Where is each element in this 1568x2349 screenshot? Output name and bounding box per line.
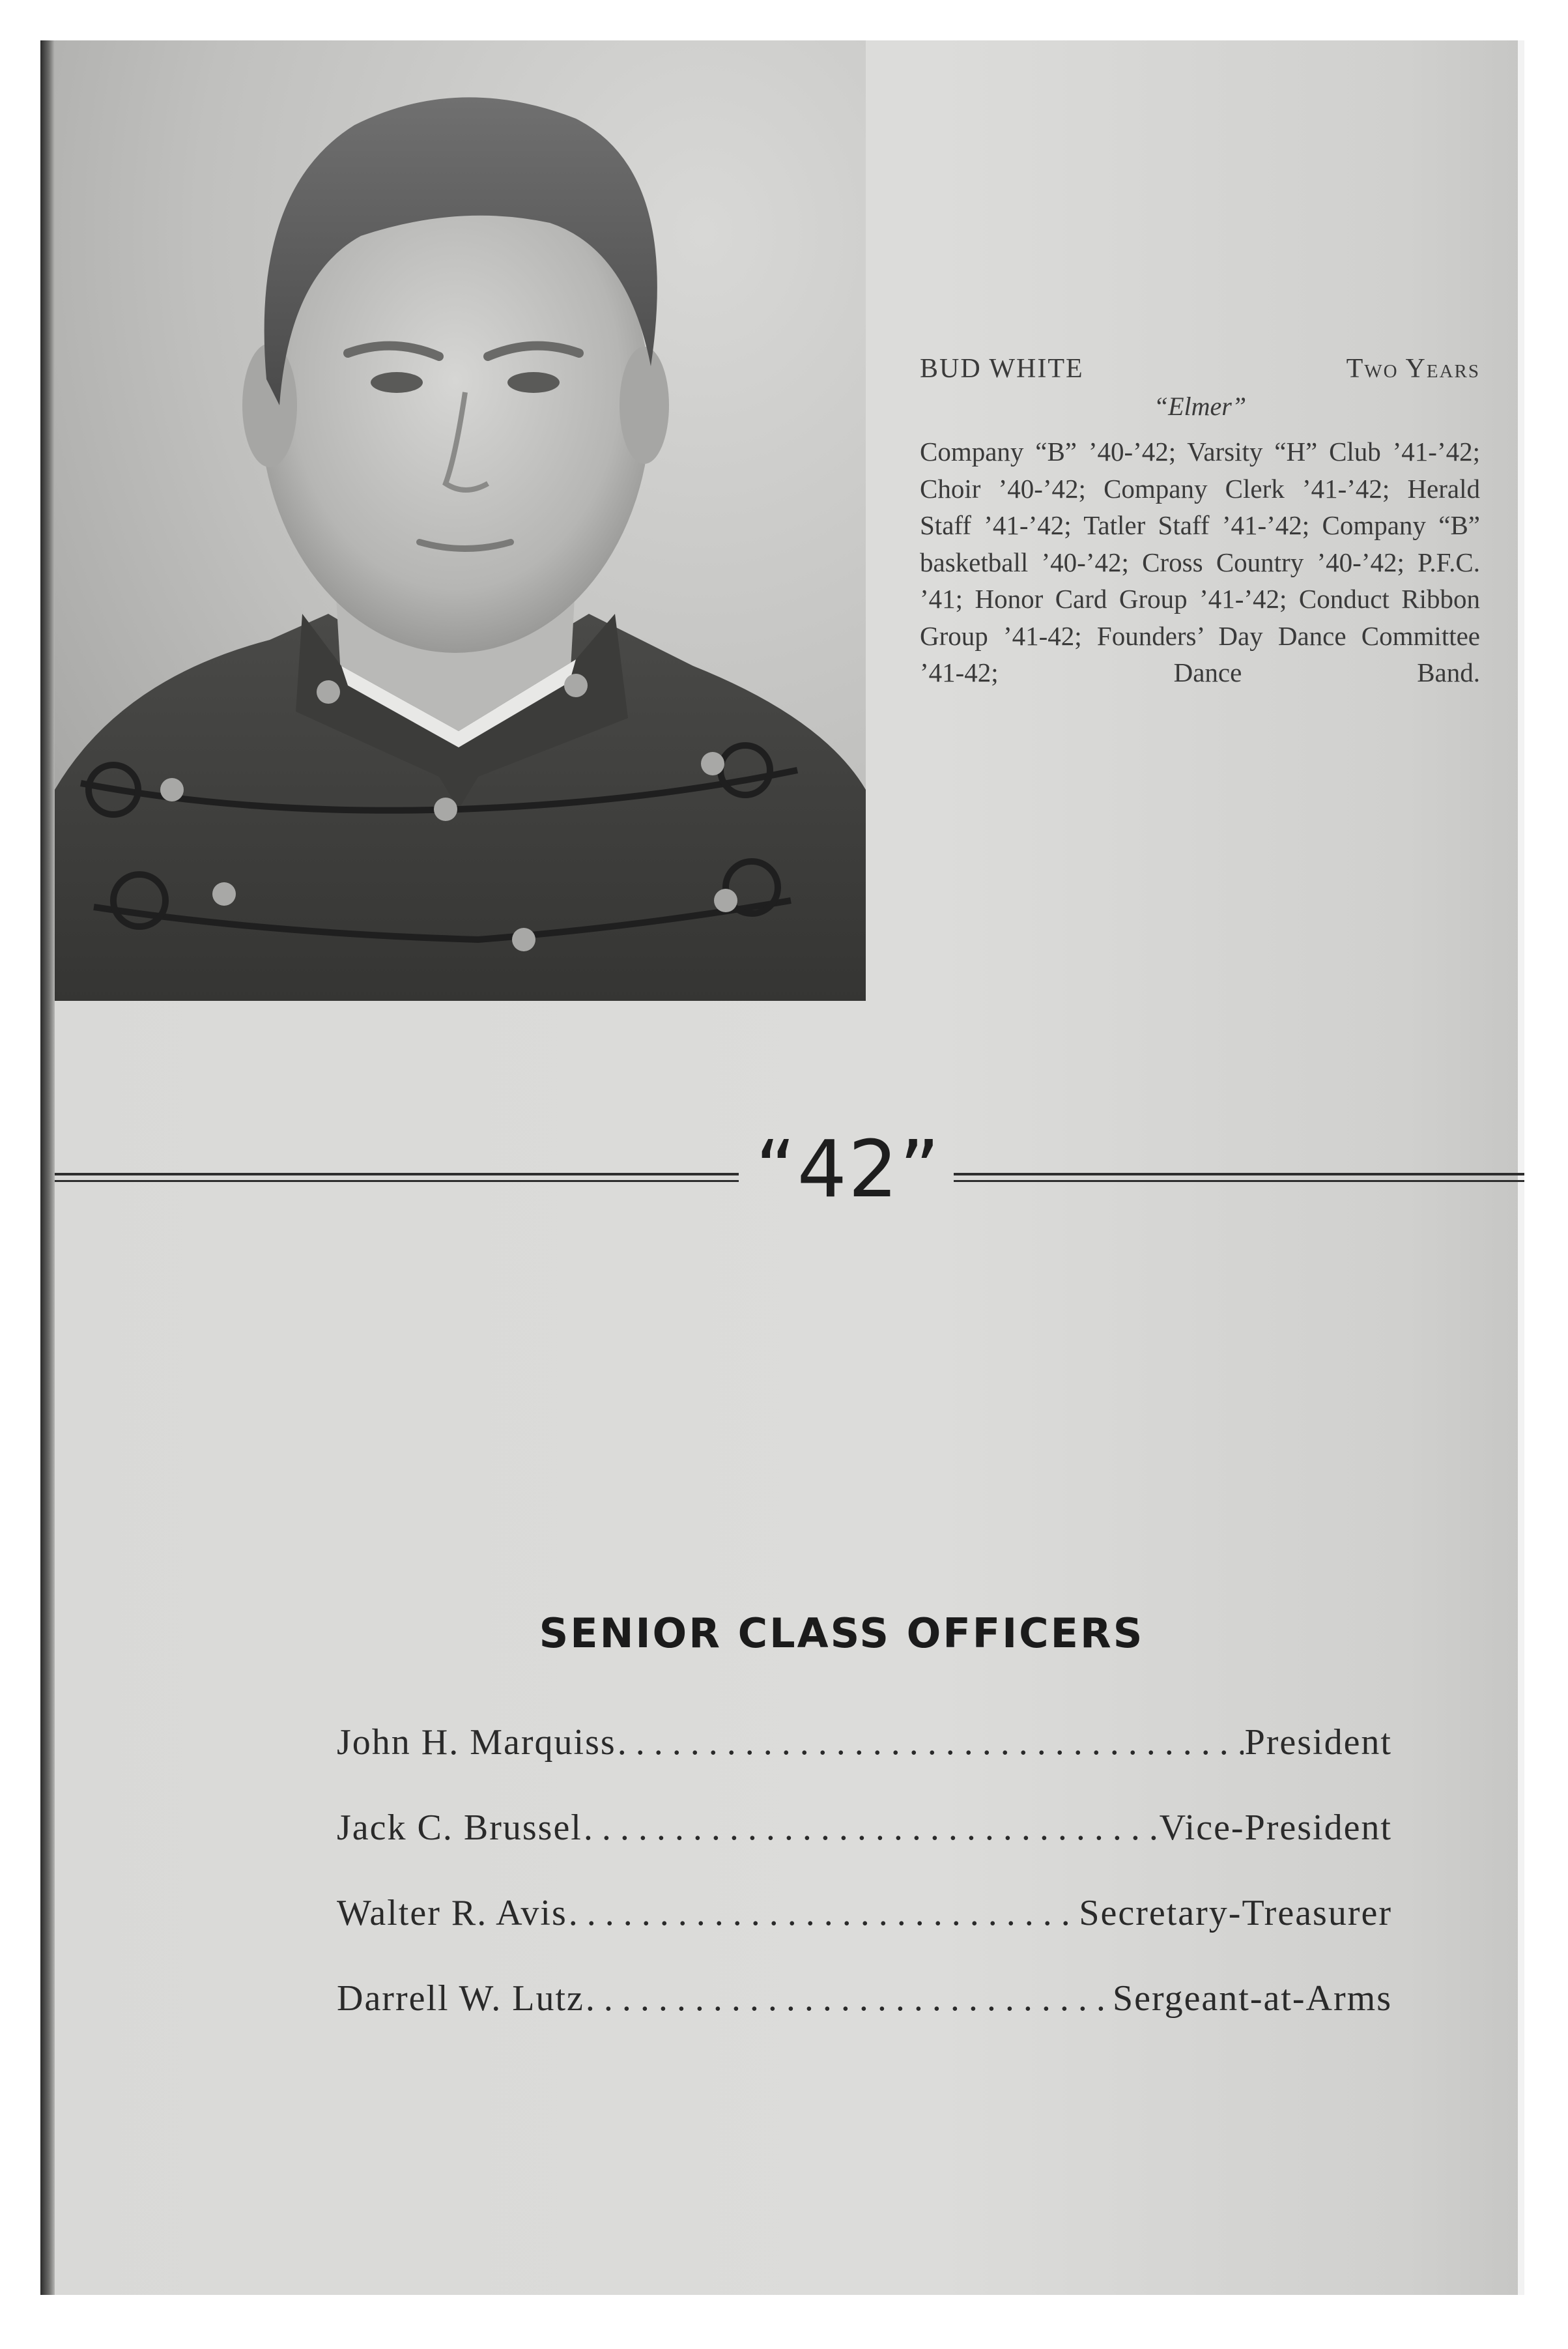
year-divider bbox=[40, 1125, 1524, 1215]
officer-role: President bbox=[1244, 1722, 1392, 1763]
officer-row bbox=[337, 1892, 1392, 1978]
bio-header bbox=[920, 353, 1480, 384]
officer-row bbox=[337, 1978, 1392, 2063]
cadet-bio bbox=[920, 353, 1480, 691]
officer-role: Secretary-Treasurer bbox=[1079, 1893, 1392, 1933]
cadet-nickname: “Elmer” bbox=[1153, 392, 1247, 421]
officer-name: Jack C. Brussel bbox=[337, 1808, 582, 1848]
divider-line-right bbox=[954, 1173, 1524, 1182]
officer-name: Walter R. Avis bbox=[337, 1893, 567, 1933]
cadet-portrait-photo bbox=[55, 40, 866, 1001]
officer-row bbox=[337, 1722, 1392, 1807]
yearbook-page bbox=[40, 40, 1524, 2295]
cadet-activities: Company “B” ’40-’42; Varsity “H” Club ’41-’42; Choir ’40-’42; Company Clerk ’41-’42; Herald Staff ’41-’42; Tatler Staff ’41-’42; Company “B” basketball ’40-’42; Cross Country ’40-’42; P.F.C. ’41; Honor Card Group ’41-’42; Conduct Ribbon Group ’41-42; Founders’ Day Dance Committee ’41-42; Dance Band. bbox=[920, 437, 1480, 687]
divider-line-left bbox=[55, 1173, 739, 1182]
leader-dots bbox=[584, 1807, 1158, 1849]
officers-list bbox=[337, 1722, 1392, 2063]
cadet-term: Two Years bbox=[1346, 354, 1480, 384]
officer-role: Sergeant-at-Arms bbox=[1112, 1978, 1392, 2019]
officer-name: Darrell W. Lutz bbox=[337, 1978, 584, 2019]
leader-dots bbox=[586, 1978, 1111, 2019]
officer-row bbox=[337, 1807, 1392, 1892]
officer-name: John H. Marquiss bbox=[337, 1722, 616, 1763]
officers-heading: SENIOR CLASS OFFICERS bbox=[539, 1609, 1145, 1657]
cadet-name: BUD WHITE bbox=[920, 354, 1084, 384]
class-year: “42” bbox=[755, 1125, 941, 1215]
leader-dots bbox=[618, 1722, 1244, 1763]
officer-role: Vice-President bbox=[1159, 1808, 1392, 1848]
leader-dots bbox=[569, 1892, 1078, 1934]
